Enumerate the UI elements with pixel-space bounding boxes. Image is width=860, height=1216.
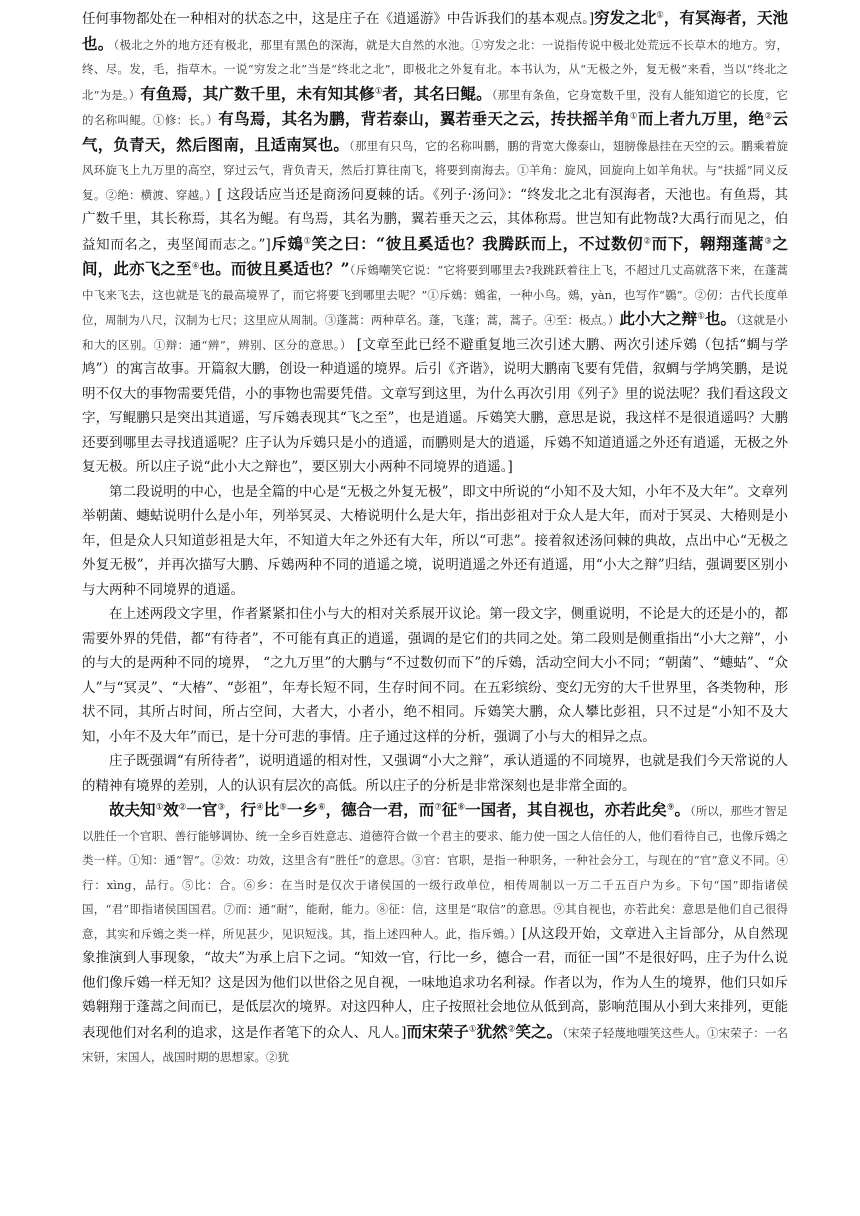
original-text: 者，其名曰鲲。 [382, 83, 492, 103]
annotation: （那里有条鱼，它身宽数千里，没有人能知道它的长度，它的名称叫鲲。①修：长。） [82, 87, 788, 127]
footnote-marker: ⑤ [279, 802, 287, 813]
commentary: [文章至此已经不避重复地三次引述大鹏、两次引述斥鴳（包括“蜩与学鸠”）的寓言故事。开篇叙大鹏，创设一种逍遥的境界。后引《齐谐》，说明大鹏南飞要有凭借，叙蜩与学鸠笑鹏，是说明不仅大的事物需要凭借，小的事物也需要凭借。文章写到这里，为什么再次引用《列子》里的说法呢？我们看这段文字，写鲲鹏只是突出其逍遥，写斥鴳表现其“飞之至”，也是逍遥。斥鴳笑大鹏，意思是说，我这样不是很逍遥吗？大鹏还要到哪里去寻找逍遥呢？庄子认为斥鴳只是小的逍遥，而鹏则是大的逍遥，斥鴳不知道逍遥之外还有逍遥，无极之外复无极。所以庄子说“此小大之辩也”，要区别大小两种不同境界的逍遥。] [82, 336, 788, 475]
footnote-marker: ④ [191, 261, 200, 272]
footnote-marker: ③ [764, 236, 773, 246]
original-text: 之间，此亦飞之至 [82, 233, 789, 278]
commentary: 庄子既强调“有所待者”，说明逍遥的相对性，又强调“小大之辩”，承认逍遥的不同境界，也就是我们今天常说的人的精神有境界的差别，人的认识有层次的高低。所以庄子的分析是非常深刻也是非常全面的。 [82, 753, 788, 794]
original-text: 故夫知 [109, 800, 156, 819]
original-text: ，德合一君，而 [325, 800, 435, 819]
original-text: 笑之曰：“彼且奚适也？我腾跃而上，不过数仞 [311, 233, 644, 253]
original-text: 有鱼焉，其广数千里，未有知其修 [140, 83, 375, 103]
annotation: （那里有只鸟，它的名称叫鹏，鹏的背宽大像泰山，翅膀像悬挂在天空的云。鹏乘着旋风环旋飞上九万里的高空，穿过云气，背负青天，然后打算往南飞，将要到南海去。①羊角：旋风，回旋向上如羊角状。与“扶摇”同义反复。②绝：横渡、穿越。） [82, 138, 788, 202]
commentary: 任何事物都处在一种相对的状态之中，这是庄子在《逍遥游》中告诉我们的基本观点。] [82, 11, 595, 27]
original-text: ，有冥海者，天池也。 [82, 8, 788, 53]
original-text: 。 [674, 800, 690, 819]
paragraph [82, 749, 788, 798]
original-text: 有鸟焉，其名为鹏，背若泰山，翼若垂天之云，抟扶摇羊角 [218, 109, 630, 128]
footnote-marker: ⑧ [457, 802, 466, 813]
original-text: 效 [163, 800, 179, 819]
footnote-marker: ① [468, 1024, 477, 1034]
footnote-marker: ② [764, 111, 773, 122]
footnote-marker: ⑦ [434, 802, 442, 813]
original-text: 而上者九万里，绝 [637, 109, 765, 128]
original-text: 也。而彼且奚适也？” [199, 259, 350, 278]
footnote-marker: ② [178, 802, 187, 813]
footnote-marker: ⑨ [666, 802, 675, 813]
original-text: 斥鴳 [270, 233, 304, 253]
original-text: 穷发之北 [594, 8, 657, 27]
annotation: （宋荣子轻蔑地嗤笑这些人。①宋荣子：一名宋钘，宋国人，战国时期的思想家。②犹 [82, 1025, 788, 1064]
paragraph [82, 602, 788, 749]
footnote-marker: ① [656, 10, 664, 21]
commentary: 在上述两段文字里，作者紧紧扣住小与大的相对关系展开议论。第一段文字，侧重说明，不论是大的还是小的，都需要外界的凭借，都“有待者”，不可能有真正的逍遥，强调的是它们的共同之处。第二段则是侧重指出“小大之辩”，小的与大的是两种不同的境界， “之九万里”的大鹏与“不过数仞而下”的斥鴳，活动空间大小不同；“朝菌”、“蟪蛄”、“众人”与“冥灵”、“大椿”、“彭祖”，年寿长短不同，生存时间不同。在五彩缤纷、变幻无穷的大千世界里，各类物种，形状不同，其所占时间，所占空间，大者大，小者小，绝不相同。斥鴳笑大鹏，众人攀比彭祖，只不过是“小知不及大知，小年不及大年”而已，是十分可悲的事情。庄子通过这样的分析，强调了小与大的相异之点。 [82, 606, 788, 745]
footnote-marker: ② [507, 1024, 516, 1034]
original-text: 而宋荣子 [406, 1021, 469, 1041]
original-text: 一乡 [286, 800, 318, 819]
footnote-marker: ⑥ [317, 802, 326, 813]
paragraph [82, 480, 788, 603]
annotation: （斥鴳嘲笑它说：“它将要到哪里去?我跳跃着往上飞，不超过几丈高就落下来，在蓬蒿中飞来飞去，这也就是飞的最高境界了，而它将要飞到哪里去呢？”①斥鴳：鴳雀，一种小鸟。鴳，yàn，也写作“鷃”。②仞：古代长度单位，周制为八尺，汉制为七尺；这里应从周制。③蓬蒿：两种草名。蓬，飞蓬；蒿，蒿子。④至：极点。） [82, 263, 788, 327]
footnote-marker: ④ [256, 802, 264, 813]
original-text: 一国者，其自视也，亦若此矣 [465, 800, 667, 819]
original-text: 而下，翱翔蓬蒿 [651, 233, 765, 253]
original-text: 征 [441, 800, 458, 819]
footnote-marker: ① [374, 86, 383, 96]
original-text: 也。 [704, 309, 737, 328]
commentary: 第二段说明的中心，也是全篇的中心是“无极之外复无极”，即文中所说的“小知不及大知，小年不及大年”。文章列举朝菌、蟪蛄说明什么是小年，列举冥灵、大椿说明什么是大年，指出彭祖对于众人是大年，而对于冥灵、大椿则是小年，但是众人只知道彭祖是大年，不知道大年之外还有大年，所以“可悲”。接着叙述汤问棘的典故，点出中心“无极之外复无极”，并再次描写大鹏、斥鴳两种不同的逍遥之境，说明逍遥之外还有逍遥，用“小大之辩”归结，强调要区别小与大两种不同境界的逍遥。 [82, 483, 788, 598]
original-text: 云气，负青天，然后图南，且适南冥也。 [82, 109, 788, 154]
annotation: （这就是小和大的区别。①辩：通“辨”，辨别、区分的意思。） [82, 313, 789, 352]
original-text: 一官 [186, 800, 218, 819]
paragraph [82, 798, 788, 1070]
paragraph [82, 6, 788, 480]
document-body [82, 6, 788, 1070]
annotation: （所以，那些才智足以胜任一个官职、善行能够调协、统一全乡百姓意志、道德符合做一个君主的要求、能力使一国之人信任的人，他们看待自己，也像斥鴳之类一样。①知：通“智”。②效：功效，这里含有“胜任”的意思。③官：官职，是指一种职务，一种社会分工，与现在的“官”意义不同。④行：xìng，品行。⑤比：合。⑥乡：在当时是仅次于诸侯国的一级行政单位，相传周制以一万二千五百户为乡。下句“国”即指诸侯国，“君”即指诸侯国国君。⑦而：通“耐”，能耐，能力。⑧征：信，这里是“取信”的意思。⑨其自视也，亦若此矣：意思是他们自己很得意，其实和斥鴳之类一样，所见甚少，见识短浅。其，指上述四种人。此，指斥鴳。） [82, 804, 788, 941]
annotation: （极北之外的地方还有极北，那里有黑色的深海，就是大自然的水池。①穷发之北：一说指传说中极北处荒远不长草木的地方。穷，终、尽。发，毛，指草木。一说“穷发之北”当是“终北之北”，即极北之外复有北。本书认为，从“无极之外，复无极”来看，当以“终北之北”为是。） [82, 37, 788, 102]
commentary: [ 这段话应当还是商汤问夏棘的话。《列子·汤问》：“终发北之北有溟海者，天池也。有鱼焉，其广数千里，其长称焉，其名为鲲。有鸟焉，其名为鹏，翼若垂天之云，其体称焉。世岂知有此物哉?大禹行而见之，伯益知而名之，夷坚闻而志之。”] [82, 186, 789, 253]
footnote-marker: ① [155, 802, 164, 813]
original-text: 此小大之辩 [619, 309, 698, 328]
footnote-marker: ① [303, 236, 312, 246]
footnote-marker: ① [629, 111, 638, 122]
commentary: [从这段开始，文章进入主旨部分，从自然现象推演到人事现象，“故夫”为承上启下之词。“知效一官，行比一乡，德合一君，而征一国”不是很好吗，庄子为什么说他们像斥鴳一样无知？这是因为他们以世俗之见自视，一味地追求功名利禄。作者以为，作为人生的境界，他们只如斥鴳翱翔于蓬蒿之间而已，是低层次的境界。对这四种人，庄子按照社会地位从低到高，影响范围从小到大来排列，更能表现他们对名利的追求，这是作者笔下的众人、凡人。] [82, 925, 788, 1041]
footnote-marker: ③ [217, 802, 226, 813]
footnote-marker: ① [697, 311, 705, 322]
footnote-marker: ② [643, 236, 652, 246]
original-text: 笑之。 [515, 1021, 563, 1041]
original-text: 犹然 [476, 1021, 508, 1041]
original-text: ，行 [225, 800, 257, 819]
original-text: 比 [263, 800, 280, 819]
